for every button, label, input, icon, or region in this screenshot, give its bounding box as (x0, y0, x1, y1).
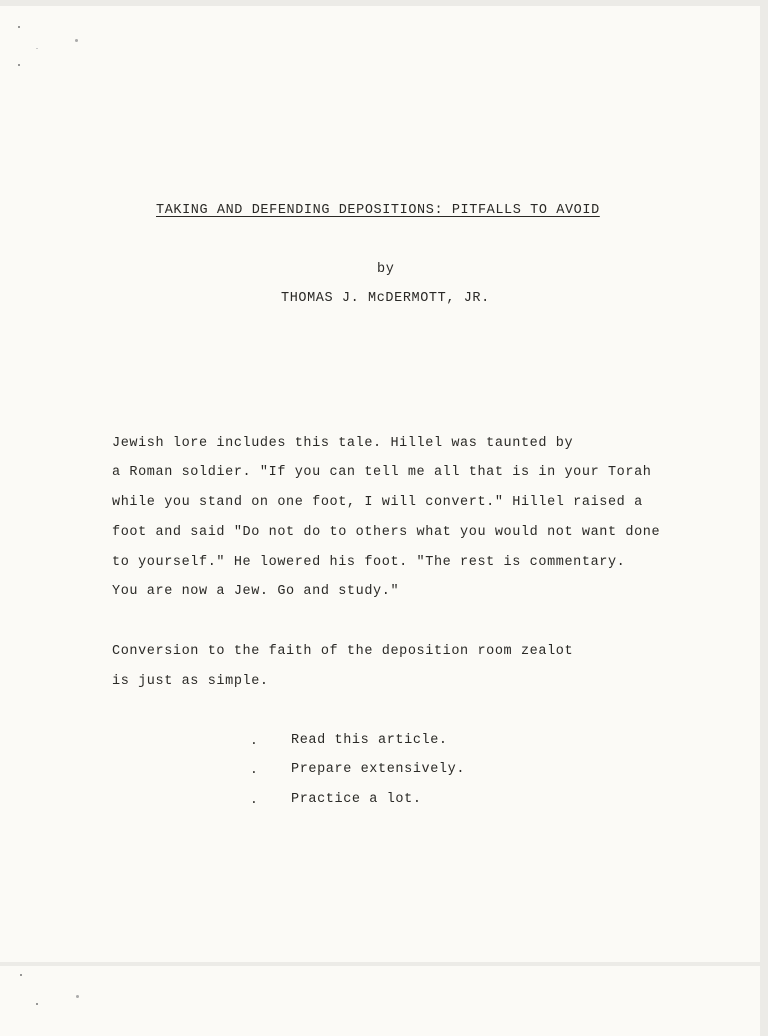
paragraph-line: Conversion to the faith of the deposition room zealot (112, 644, 574, 659)
paragraph-line: to yourself." He lowered his foot. "The rest is commentary. (112, 555, 626, 570)
paragraph-line: You are now a Jew. Go and study." (112, 584, 400, 599)
paper-speck (36, 48, 38, 49)
paragraph-line: a Roman soldier. "If you can tell me all that is in your Torah (112, 465, 652, 480)
paper-speck (18, 64, 20, 66)
paragraph-line: while you stand on one foot, I will convert." Hillel raised a (112, 495, 643, 510)
paper-speck (18, 26, 20, 28)
document-title: TAKING AND DEFENDING DEPOSITIONS: PITFALLS TO AVOID (156, 203, 600, 218)
bullet-item: Practice a lot. (291, 792, 422, 807)
paper-speck (20, 974, 22, 976)
paragraph-line: is just as simple. (112, 674, 269, 689)
paper-speck (76, 995, 79, 998)
bullet-marker: . (250, 733, 258, 748)
author-name: THOMAS J. McDERMOTT, JR. (281, 291, 490, 306)
bullet-item: Prepare extensively. (291, 762, 466, 777)
paragraph-line: Jewish lore includes this tale. Hillel was taunted by (112, 436, 574, 451)
paragraph-line: foot and said "Do not do to others what you would not want done (112, 525, 661, 540)
paper-speck (75, 39, 78, 42)
byline: by (377, 262, 395, 277)
paper-speck (36, 1003, 38, 1005)
bullet-marker: . (250, 792, 258, 807)
next-page-top (0, 966, 760, 1036)
document-page (0, 6, 760, 962)
bullet-marker: . (250, 762, 258, 777)
bullet-item: Read this article. (291, 733, 448, 748)
